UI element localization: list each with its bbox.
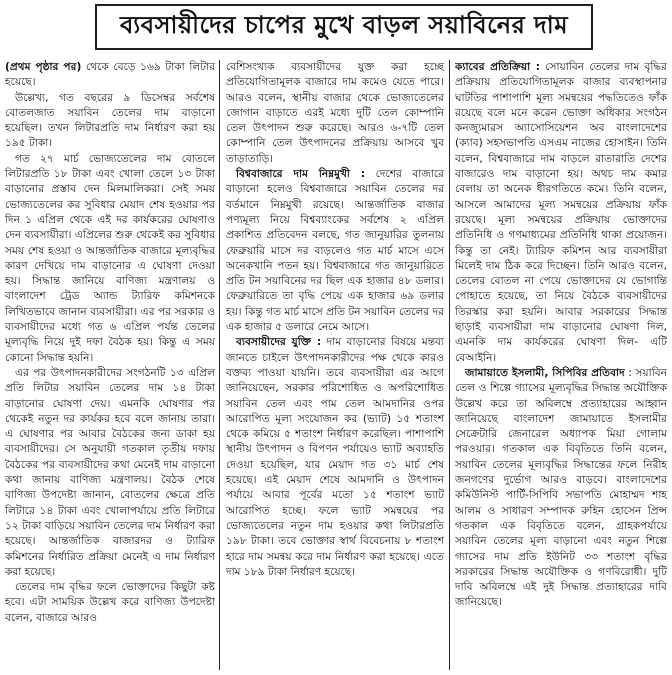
col1-para-5: তেলের দাম বৃদ্ধির ফলে ভোক্তাদের কিছুটা কষ্ট হবে। এটা সাময়িক উল্লেখ করে বাণিজ্য উপদেষ্টা বলেন, বাজারে আরও [5, 581, 215, 624]
col2-para-2: বিশ্ববাজারে দাম নিম্নমুখী : দেশের বাজারে বাড়ানো হলেও বিশ্ববাজারে সয়াবিন তেলের দর বর্তমানে নিম্নমুখী রয়েছে। আন্তর্জাতিক বাজার পণ্যমূল্য নিয়ে বিশ্বব্যাংকের সর্বশেষ ২ এপ্রিল প্রকাশিত প্রতিবেদন বলছে, গত জানুয়ারির তুলনায় ফেব্রুয়ারি মাসে দর বাড়লেও গত মার্চ মাসে এসে অনেকখানি পতন হয়। বিশ্ববাজারে গত জানুয়ারিতে প্রতি টন সয়াবিনের দর ছিল এক হাজার ৪৮ ডলার। ফেব্রুয়ারিতে তা বৃদ্ধি পেয়ে এক হাজার ৬৯ ডলার হয়। কিন্তু গত মার্চ মাসে প্রতি টন সয়াবিন তেলের দর এক হাজার ৫ ডলারে নেমে আসে। [226, 168, 444, 334]
col3-para-2: জামায়াতে ইসলামী, সিপিবির প্রতিবাদ : সয়াবিন তেল ও শিল্পে গ্যাসের মূল্যবৃদ্ধির সিদ্ধান্ত অযৌক্তিক উল্লেখ করে তা অবিলম্বে প্রত্যাহারের আহ্বান জানিয়েছে বাংলাদেশ জামায়াতে ইসলামীর সেক্রেটারি জেনারেল অধ্যাপক মিয়া গোলাম পরওয়ার। গতকাল এক বিবৃতিতে তিনি বলেন, সয়াবিন তেলের মূল্যবৃদ্ধির সিদ্ধান্তের ফলে নিরীহ জনগণের দুর্ভোগ আরও বাড়বে। বাংলাদেশের কমিউনিস্ট পার্টি-সিপিবি সভাপতি মোহাম্মদ শাহ আলম ও সাধারণ সম্পাদক রুহিন হোসেন প্রিন্স গতকাল এক বিবৃতিতে বলেন, গ্রাহকপর্যায়ে সয়াবিন তেলের মূল্য বাড়ানো এবং নতুন শিল্পে গ্যাসের দাম প্রতি ইউনিট ৩৩ শতাংশ বৃদ্ধির সরকারের সিদ্ধান্ত অযৌক্তিক ও গণবিরোধী। দুটি দাবি অবিলম্বে এই দুই সিদ্ধান্ত প্রত্যাহারের দাবি জানিয়েছে। [455, 366, 667, 609]
col1-para-1: (প্রথম পৃষ্ঠার পর) থেকে বেড়ে ১৬৯ টাকা লিটার হয়েছে। [5, 61, 215, 89]
continued-tag: (প্রথম পৃষ্ঠার পর) [5, 61, 82, 73]
column-divider-2 [449, 60, 450, 670]
subheading-traders-argument: ব্যবসায়ীদের যুক্তি : [236, 336, 322, 349]
col2-para-3: ব্যবসায়ীদের যুক্তি : দাম বাড়ানোর বিষয়ে মন্তব্য জানতে চাইলে উৎপাদনকারীদের পক্ষ থেকে কারও বক্তব্য পাওয়া যায়নি। তবে ব্যবসায়ীরা এর আগে জানিয়েছেন, সরকার পরিশোধিত ও অপরিশোধিত সয়াবিন তেল এবং পাম তেল আমদানির ওপর আরোপিত মূল্য সংযোজন কর (ভ্যাট) ১৫ শতাংশ থেকে কমিয়ে ৫ শতাংশ নির্ধারণ করেছিল। পাশাপাশি স্থানীয় উৎপাদন ও বিপণন পর্যায়েও ভ্যাট অব্যাহতি দেওয়া হয়েছিল, যার মেয়াদ গত ৩১ মার্চ শেষ হয়েছে। এই মেয়াদ শেষে আমদানি ও উৎপাদন পর্যায়ে আবার পূর্বের মতো ১৫ শতাংশ ভ্যাট আরোপিত হচ্ছে। ফলে ভ্যাট সমন্বয়ের পর ভোজ্যতেলের নতুন দাম হওয়ার কথা লিটারপ্রতি ১৯৮ টাকা। তবে ভোক্তার স্বার্থ বিবেচনায় ৮ শতাংশ হারে দাম সমন্বয় করে দাম নির্ধারণ করা হয়েছে। এতে দাম ১৮৯ টাকা নির্ধারণ হয়েছে। [226, 336, 444, 578]
headline: ব্যবসায়ীদের চাপের মুখে বাড়ল সয়াবিনের দাম [119, 10, 569, 39]
col1-para-3: গত ২৭ মার্চ ভোজ্যতেলের দাম বোতলে লিটারপ্রতি ১৮ টাকা এবং খোলা তেলে ১৩ টাকা বাড়ানোর প্রস্তাব দেন মিলমালিকরা। সেই সময় ভোজ্যতেলের কর সুবিধার মেয়াদ শেষ হওয়ার পর দিন ১ এপ্রিল থেকে এই দর কার্যকরের ঘোষণাও দেন ব্যবসায়ীরা। এপ্রিলের শুরু থেকেই কর সুবিধার সময় শেষ হওয়া ও আন্তর্জাতিক বাজারে মূল্যবৃদ্ধির কারণ দেখিয়ে দাম বাড়ানোর এ ঘোষণা দেওয়া হয়। সিদ্ধান্ত জানিয়ে বাণিজ্য মন্ত্রণালয় ও বাংলাদেশ ট্রেড অ্যান্ড ট্যারিফ কমিশনকে লিখিতভাবে জানান ব্যবসায়ীরা। এর পর সরকার ও ব্যবসায়ীদের মধ্যে গত ৬ এপ্রিল পর্যন্ত তেলের মূল্যবৃদ্ধি নিয়ে দুই দফা বৈঠক হয়। কিন্তু এ সময় কোনো সিদ্ধান্ত হয়নি। [5, 152, 215, 364]
column-divider-1 [219, 60, 220, 670]
column-3 [455, 60, 667, 672]
col1-para-2: উল্লেখ্য, গত বছরের ৯ ডিসেম্বর সর্বশেষ বোতলজাত সয়াবিন তেলের দাম বাড়ানো হয়েছিল। তখন লিটারপ্রতি দাম নির্ধারণ করা হয় ১৯৫ টাকা। [5, 91, 215, 150]
column-1 [5, 60, 215, 672]
subheading-world-market: বিশ্ববাজারে দাম নিম্নমুখী : [236, 168, 366, 181]
col2-para-1: বেশিসংখ্যক ব্যবসায়ীদের যুক্ত করা হচ্ছে প্রতিযোগিতামূলক বাজারে দাম কমেও যেতে পারে। আরও বলেন, স্থানীয় বাজার থেকে ভোজ্যতেলের জোগান বাড়াতে এরই মধ্যে দুটি তেল কোম্পানি তেল উৎপাদন শুরু করেছে। আরও ৬-৭টি তেল কোম্পানি তেল উৎপাদনের প্রক্রিয়ায় আসবে খুব তাড়াতাড়ি। [226, 61, 444, 165]
subheading-cab-reaction: ক্যাবের প্রতিক্রিয়া : [455, 61, 540, 73]
column-2 [226, 60, 444, 672]
subheading-protest: জামায়াতে ইসলামী, সিপিবির প্রতিবাদ [465, 366, 625, 379]
headline-box [95, 4, 593, 50]
col3-para-1: ক্যাবের প্রতিক্রিয়া : সোয়াবিন তেলের দাম বৃদ্ধির প্রক্রিয়ায় প্রতিযোগিতামূলক বাজার ব্যবস্থাপনার ঘাটতির পাশাপাশি মূল্য সমন্বয়ের পদ্ধতিতেও ফাঁক রয়েছে বলে মনে করেন ভোক্তা অধিকার সংগঠন কনজ্যুমারস অ্যাসোসিয়েশন অব বাংলাদেশের (ক্যাব) সহসভাপতি এসএম নাজের হোসাইন। তিনি বলেন, বিশ্ববাজারে দাম বাড়লে রাতারাতি দেশের বাজারেও দাম বাড়ানো হয়। অথচ দাম কমার বেলায় তা অনেক ধীরগতিতে কমে। তিনি বলেন, আসলে আমাদের মূল্য সমন্বয়ের প্রক্রিয়ায় ফাঁক রয়েছে। মূল্য সমন্বয়ের প্রক্রিয়ায় ভোক্তাদের প্রতিনিধি ও গণমাধ্যমের প্রতিনিধি থাকা প্রয়োজন। কিন্তু তা নেই। ট্যারিফ কমিশন আর ব্যবসায়ীরা মিলেই দাম ঠিক করে দিচ্ছেন। তিনি আরও বলেন, তেলের বোতল না পেয়ে ভোক্তাদের যে ভোগান্তি পোহাতে হয়েছে, তা নিয়ে বৈঠকে ব্যবসায়ীদের তিরস্কার করা হয়নি। আবার সরকারের সিদ্ধান্ত ছাড়াই ব্যবসায়ীরা দাম বাড়ানোর ঘোষণা দিল, এমনকি দাম কার্যকরের ঘোষণা দিল- এটি বেআইনি। [455, 61, 667, 364]
col1-para-4: এর পর উৎপাদনকারীদের সংগঠনটি ১৩ এপ্রিল প্রতি লিটার সয়াবিন তেলের দাম ১৪ টাকা বাড়ানোর ঘোষণা দেয়। এমনকি ঘোষণার পর থেকেই নতুন দর কার্যকর হবে বলে জানায় তারা। এ ঘোষণার পর আবার বৈঠকের জন্য ডাকা হয় ব্যবসায়ীদের। সে অনুযায়ী গতকাল তৃতীয় দফায় বৈঠকের পর ব্যবসায়ীদের কথা মেনেই দাম বাড়ানো কথা জানায় বাণিজ্য মন্ত্রণালয়। বৈঠক শেষে বাণিজ্য উপদেষ্টা জানান, বোতলের ক্ষেত্রে প্রতি লিটারে ১৪ টাকা এবং খোলাপর্যায়ে প্রতি লিটারে ১২ টাকা বাড়িয়ে সয়াবিন তেলের দাম নির্ধারণ করা হয়েছে। আন্তর্জাতিক বাজারদর ও ট্যারিফ কমিশনের নির্ধারিত প্রক্রিয়া মেনেই এ দাম নির্ধারণ করা হয়েছে। [5, 366, 215, 578]
